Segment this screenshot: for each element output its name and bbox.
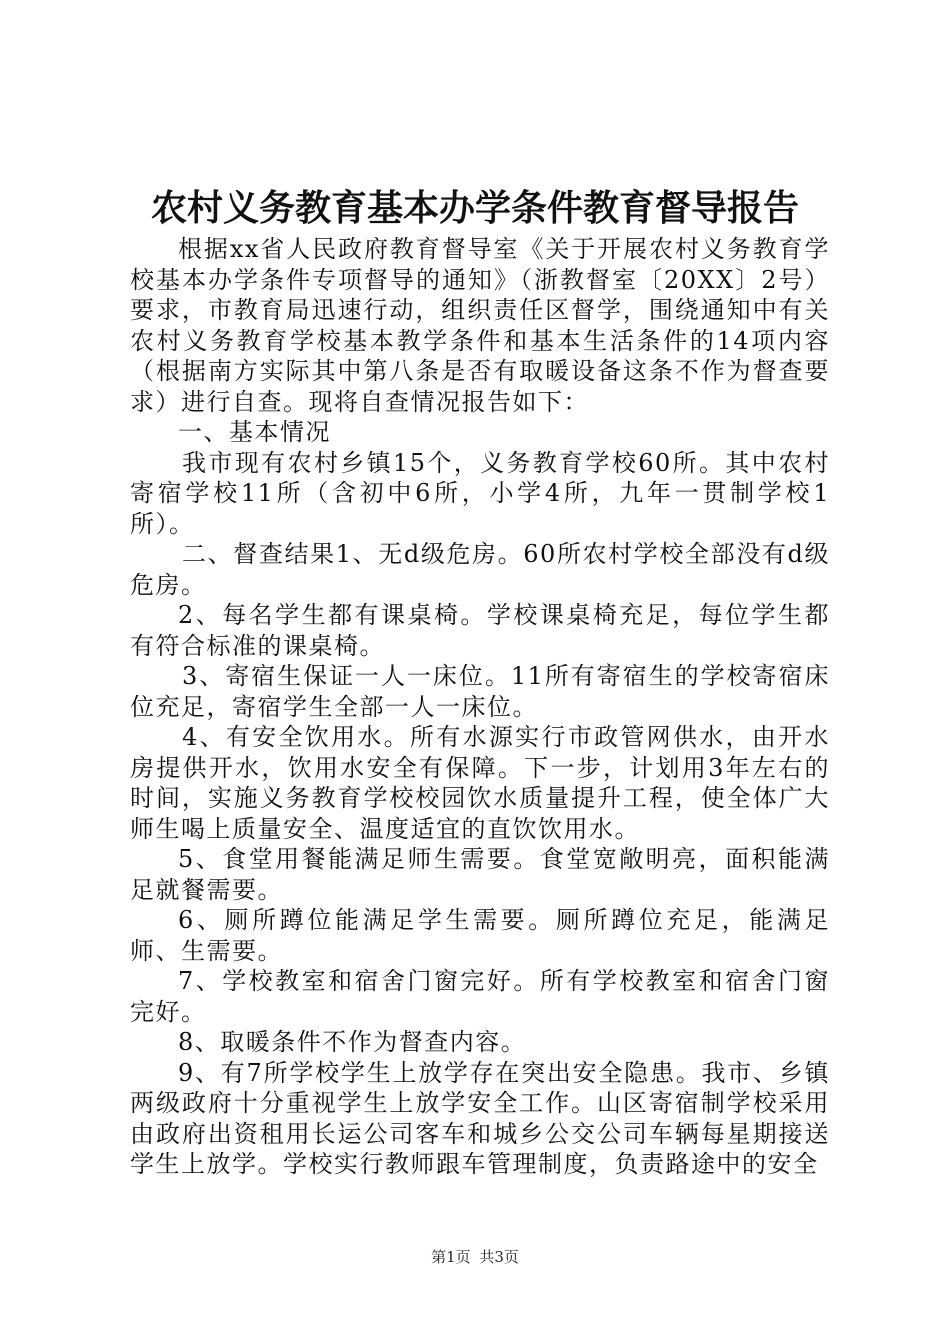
paragraph-basic-info: 我市现有农村乡镇15个，义务教育学校60所。其中农村寄宿学校11所（含初中6所，小学4所，九年一贯制学校1所）。 [130, 448, 830, 538]
paragraph-result-3: 3、寄宿生保证一人一床位。11所有寄宿生的学校寄宿床位充足，寄宿学生全部一人一床位。 [130, 662, 830, 721]
paragraph-result-1: 二、督查结果1、无d级危房。60所农村学校全部没有d级危房。 [130, 540, 830, 599]
document-body [130, 234, 830, 1180]
paragraph-result-7: 7、学校教室和宿舍门窗完好。所有学校教室和宿舍门窗完好。 [130, 967, 830, 1026]
paragraph-result-8: 8、取暖条件不作为督查内容。 [178, 1028, 527, 1056]
paragraph-result-5: 5、食堂用餐能满足师生需要。食堂宽敞明亮，面积能满足就餐需要。 [130, 845, 830, 904]
paragraph-result-2: 2、每名学生都有课桌椅。学校课桌椅充足，每位学生都有符合标准的课桌椅。 [130, 601, 830, 660]
paragraph-result-6: 6、厕所蹲位能满足学生需要。厕所蹲位充足，能满足师、生需要。 [130, 906, 830, 965]
paragraph-result-9: 9、有7所学校学生上放学存在突出安全隐患。我市、乡镇两级政府十分重视学生上放学安全工作。山区寄宿制学校采用由政府出资租用长运公司客车和城乡公交公司车辆每星期接送学生上放学。学校实行教师跟车管理制度，负责路途中的安全 [130, 1058, 830, 1178]
paragraph-intro: 根据xx省人民政府教育督导室《关于开展农村义务教育学校基本办学条件专项督导的通知》（浙教督室〔20XX〕2号）要求，市教育局迅速行动，组织责任区督学，围绕通知中有关农村义务教育学校基本教学条件和基本生活条件的14项内容（根据南方实际其中第八条是否有取暖设备这条不作为督查要求）进行自查。现将自查情况报告如下： [130, 235, 830, 416]
paragraph-result-4: 4、有安全饮用水。所有水源实行市政管网供水，由开水房提供开水，饮用水安全有保障。下一步，计划用3年左右的时间，实施义务教育学校校园饮水质量提升工程，使全体广大师生喝上质量安全、温度适宜的直饮饮用水。 [130, 723, 830, 843]
section-heading-basic: 一、基本情况 [178, 418, 331, 446]
document-title: 农村义务教育基本办学条件教育督导报告 [150, 187, 799, 229]
page-total: 共3页 [479, 1248, 519, 1266]
page-footer [0, 1246, 950, 1267]
page-number: 第1页 [431, 1248, 471, 1266]
